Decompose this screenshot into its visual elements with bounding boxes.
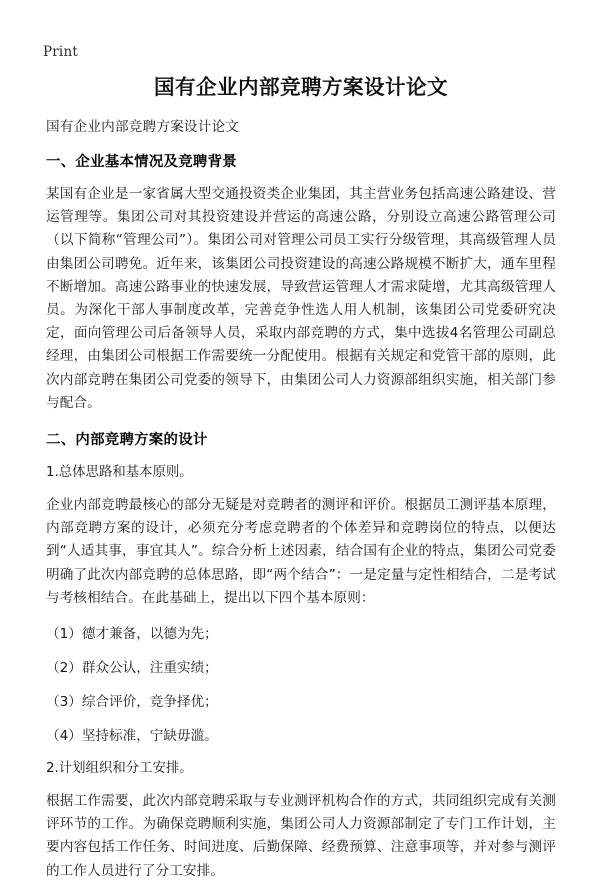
document-content (46, 72, 556, 883)
principle-item: （3）综合评价，竞争择优； (46, 694, 218, 711)
section-1-paragraph: 某国有企业是一家省属大型交通投资类企业集团，其主营业务包括高速公路建设、营运管理等。集团公司对其投资建设并营运的高速公路，分别设立高速公路管理公司（以下简称“管理公司”）。集团公司对管理公司员工实行分级管理，其高级管理人员由集团公司聘免。近年来，该集团公司投资建设的高速公路规模不断扩大，通车里程不断增加。高速公路事业的快速发展，导致营运管理人才需求陡增，尤其高级管理人员。为深化干部人事制度改革，完善竞争性选人用人机制，该集团公司党委研究决定，面向管理公司后备领导人员，采取内部竞聘的方式，集中选拔4名管理公司副总经理，由集团公司根据工作需要统一分配使用。根据有关规定和党管干部的原则，此次内部竞聘在集团公司党委的领导下，由集团公司人力资源部组织实施，相关部门参与配合。 (46, 186, 556, 411)
section-2-item-2-paragraph: 根据工作需要，此次内部竞聘采取与专业测评机构合作的方式，共同组织完成有关测评环节的工作。为确保竞聘顺利实施，集团公司人力资源部制定了专门工作计划，主要内容包括工作任务、时间进度、后勤保障、经费预算、注意事项等，并对参与测评的工作人员进行了分工安排。 (46, 793, 556, 879)
print-button[interactable]: Print (43, 44, 78, 60)
section-2-item-2-label: 2.计划组织和分工安排。 (46, 761, 193, 777)
principle-item: （1）德才兼备，以德为先； (46, 626, 218, 643)
section-2-item-1-label: 1.总体思路和基本原则。 (46, 465, 193, 481)
principle-item: （2）群众公认，注重实绩； (46, 660, 218, 677)
document-subtitle: 国有企业内部竞聘方案设计论文 (46, 119, 240, 135)
section-heading-2: 二、内部竞聘方案的设计 (46, 432, 208, 449)
principle-item: （4）坚持标准，宁缺毋滥。 (46, 728, 218, 745)
section-2-item-1-paragraph: 企业内部竞聘最核心的部分无疑是对竞聘者的测评和评价。根据员工测评基本原理，内部竞聘方案的设计，必须充分考虑竞聘者的个体差异和竞聘岗位的特点，以便达到“人适其事，事宜其人”。综合分析上述因素，结合国有企业的特点，集团公司党委明确了此次内部竞聘的总体思路，即“两个结合”：一是定量与定性相结合，二是考试与考核相结合。在此基础上，提出以下四个基本原则： (46, 497, 556, 606)
section-heading-1: 一、企业基本情况及竞聘背景 (46, 154, 237, 170)
page-title: 国有企业内部竞聘方案设计论文 (154, 75, 448, 99)
